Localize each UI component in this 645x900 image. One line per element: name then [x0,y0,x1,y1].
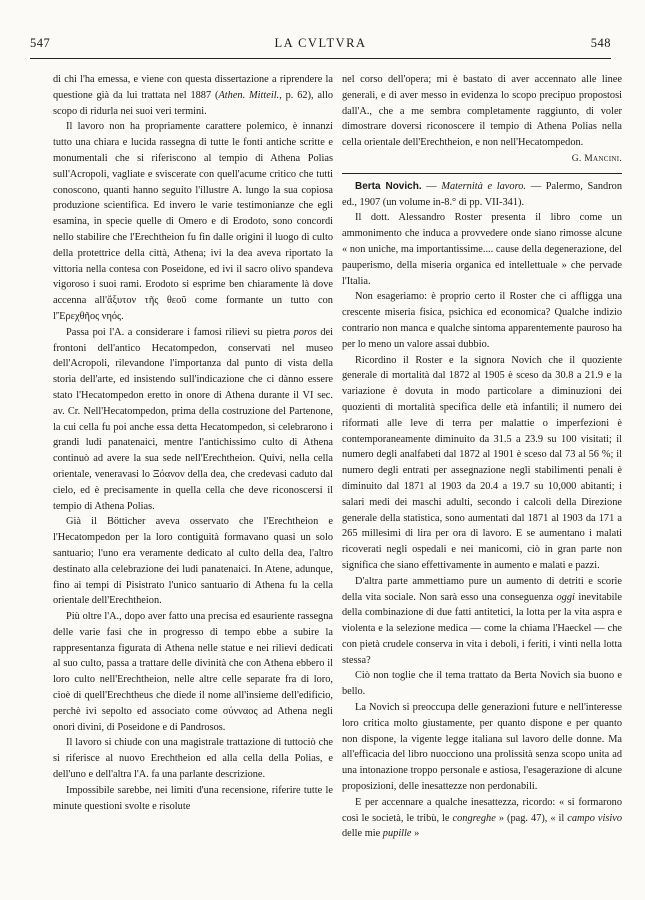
greek-phrase: Ἐρεχθῆος νηός [57,310,122,322]
greek-phrase: ἄξυτον τῆς θεοῦ [107,295,187,307]
text-run: D'altra parte ammettiamo pure un aumento di detriti e scorie della vita sociale. Non sarà esso una conseguenza [342,575,622,603]
paragraph: Ciò non toglie che il tema trattato da Berta Novich sia buono e bello. [342,670,622,698]
paragraph: La Novich si preoccupa delle generazioni future e nell'interesse loro critica molto giustamente, per quanto dispone e per quanto non dispone, la vigente legge italiana sul lavoro delle donne. Ma all'efficacia del libro nuocciono una prolissità senza scopo unita ad una intonazione troppo personale e astiosa, l'esagerazione di alcune proposizioni, delle inesattezze non perdonabili. [342,702,622,793]
paragraph [342,574,622,669]
italic-term: campo visivo [567,812,623,824]
text-run: Più oltre l'A., dopo aver fatto una precisa ed esauriente rassegna delle varie fasi che in progresso di tempo ebbe a subire la rappresentanza figurata di Athena nelle statue e nei rilievi dedicati al suo culto, passa a trattare delle divinità che con Athena ebbero il loro culto nell'Erechtheion, nelle altre celle separate fra di loro, cioè di quell'Erechtheus che diede il nome all'insieme dell'edificio, perchè ivi sepolto ed associato come [53,611,333,717]
paragraph: Già il Bötticher aveva osservato che l'Erechtheion e l'Hecatompedon per la loro contiguità formavano quasi un solo santuario; l'uno era veramente dedicato al culto della dea, l'altro destinato alla celebrazione dei ludi panatenaici. In Atene, adunque, fino ai tempi di Pisistrato l'unico santuario di Athena fu la cella orientale dell'Erechtheion. [53,516,333,607]
greek-phrase: Ξόανον [152,468,185,480]
page-number-right: 548 [590,36,611,50]
paragraph: Il dott. Alessandro Roster presenta il libro come un ammonimento che induca a provvedere onde siano rimosse alcune « non uniche, ma importantissime.... cause della degenerazione, del pauperismo, della miseria organica ed intellettuale » che pervade l'Italia. [342,212,622,287]
text-run: , p. 62), allo scopo di ridurla nei suoi veri termini. [53,89,333,117]
signature [342,151,622,168]
review-author: Berta Novich. [355,180,422,192]
paragraph [53,325,333,515]
citation: Athen. Mitteil. [218,89,280,101]
paragraph [53,72,333,119]
italic-term: poros [293,326,317,338]
paragraph: nel corso dell'opera; mi è bastato di aver accennato alle linee generali, e di aver messo in evidenza lo scopo precipuo propostosi dall'A., che a me sembra completamente raggiunto, di voler dimostrare doversi riconoscere il tempio di Athena Polias nella cella orientale dell'Erechtheion, e non nell'Hecatompedon. [342,74,622,149]
text-run: E per accennare a qualche inesattezza, ricordo: « si formarono così le società, le tribù, le [342,796,622,824]
text-run: — [421,180,442,192]
review-publication: — Palermo, Sandron ed., 1907 (un volume in-8.° di pp. VII-341). [342,180,623,208]
greek-phrase: σύνναος [222,705,258,717]
text-run: » (pag. 47), « il [495,812,568,824]
page-header [30,36,611,56]
paragraph: Il lavoro si chiude con una magistrale trattazione di tuttociò che si riferisce al nuovo Erechtheion ed alla cella della Polias, e dell'uno e dell'altra l'A. fa una parlante descrizione. [53,737,333,781]
text-run: Il lavoro non ha propriamente carattere polemico, è innanzi tutto una chiara e lucida rassegna di tutte le fonti antiche scritte e monumentali che si riferiscono al tempio di Athena Polias sull'Acropoli, vagliate e sviscerate con quell'acume critico che tutti conoscono, quanti hanno seguito l'illustre A. lungo la sua copiosa produzione scientifica. Ed invero le varie testimonianze che egli esamina, in specie quelle di Omero e di Erodoto, sono concordi nello stabilire che l'Erechtheion fu fin dalle origini il luogo di culto della protettrice della città, Athena; ivi la dea aveva riportato la vittoria nella contesa con Poseidone, ed ivi il sacro olivo spandeva vigoroso i suoi rami. Erodoto si esprime ben chiaramente là dove accenna all' [53,121,333,307]
italic-term: pupille [382,828,412,840]
italic-term: congreghe [452,812,496,824]
text-run: della dea, che credevasi caduto dal cielo, ed è precisamente in quella cella che deve riconoscersi il tempio di Athena Polias. [53,468,334,512]
text-run: delle mie [342,828,383,840]
text-run: » [411,828,420,840]
paragraph: Ricordino il Roster e la signora Novich che il quoziente generale di mortalità dal 1872 al 1905 è sceso da 30.8 a 21.9 e la variazione è dovuta in modo particolare a diminuzioni dei quozienti di mortalità specifica delle età infantili; il numero dei riformati alle leve di terra per malattie o imperfezioni è contemporaneamente diminuito da 31.5 a 23.9 su 100 visitati; il numero degli analfabeti dal 1872 al 1901 è sceso dal 73 al 56 %; il numero degli entrati per assegnazione negli stabilimenti penali è diminuito dal 1871 al 1903 da 20.4 a 19.7 su 10,000 abitanti; i salari medi dei maschi adulti, secondo i calcoli della Direzione generale della statistica, sono aumentati dal 1871 al 1903 da 171 a 265 millesimi di lira per ora di lavoro. E se aumentano i malati ricoverati negli ospedali e nei manicomi, ciò in gran parte non significa che siano effettivamente in aumento e malati e pazzi. [342,354,622,571]
journal-title: LA CVLTVRA [274,36,367,50]
left-column [53,72,333,814]
review-divider [342,173,622,174]
italic-term: oggi [556,591,575,603]
text-run: ad Athena negli onori divini, di Poseidone e di Pandrosos. [53,705,333,733]
signature-text: G. Mancini. [571,153,622,164]
paragraph [342,795,622,842]
paragraph: Impossibile sarebbe, nei limiti d'una recensione, riferire tutte le minute questioni svolte e risolute [53,784,333,812]
text-run: inevitabile della combinazione di due fatti antitetici, la lotta per la vita aspra e violenta e la selezione medica — come la chiama l'Haeckel — che con pietà crudele conserva in vita i deboli, i feriti, i vinti nella lotta stessa? [342,591,622,666]
text-run: dei frontoni dell'antico Hecatompedon, conservati nel museo dell'Acropoli, rilevandone l'importanza dal punto di vista della storia dell'arte, ed insistendo sull'indicazione che ci dànno essere stato l'Hecatompedon eretto in onore di Athena durante il VI sec. av. Cr. Nell'Hecatompedon, prima della costruzione del Partenone, la cui cella fu poi anche essa detta Hecatompedon, si celebrarono i grandi ludi panatenaici, mentre l'antichissimo culto di Athena continuò ad avere la sua sede nell'Erechtheion. Quivi, nella cella orientale, veneravasi lo [53,326,333,480]
text-run: di chi l'ha emessa, e viene con questa dissertazione a riprendere la questione già da lui trattata nel 1887 ( [53,74,333,101]
header-rule [30,58,611,59]
page-number-left: 547 [30,36,51,50]
paragraph [53,609,333,735]
text-run: come formante un tutto con l' [53,295,333,322]
review-title: Maternità e lavoro. [441,180,526,192]
text-run: . [121,310,124,322]
review-heading [342,179,622,211]
text-run: Passa poi l'A. a considerare i famosi rilievi su pietra [66,326,294,338]
paragraph [53,119,333,324]
paragraph: Non esageriamo: è proprio certo il Roster che ci affligga una crescente miseria fisica, psichica ed economica? Qualche indizio contrario non manca e qualche sintoma apparentemente pauroso ha per lo meno un valore assai dubbio. [342,291,622,350]
right-column [342,72,622,842]
